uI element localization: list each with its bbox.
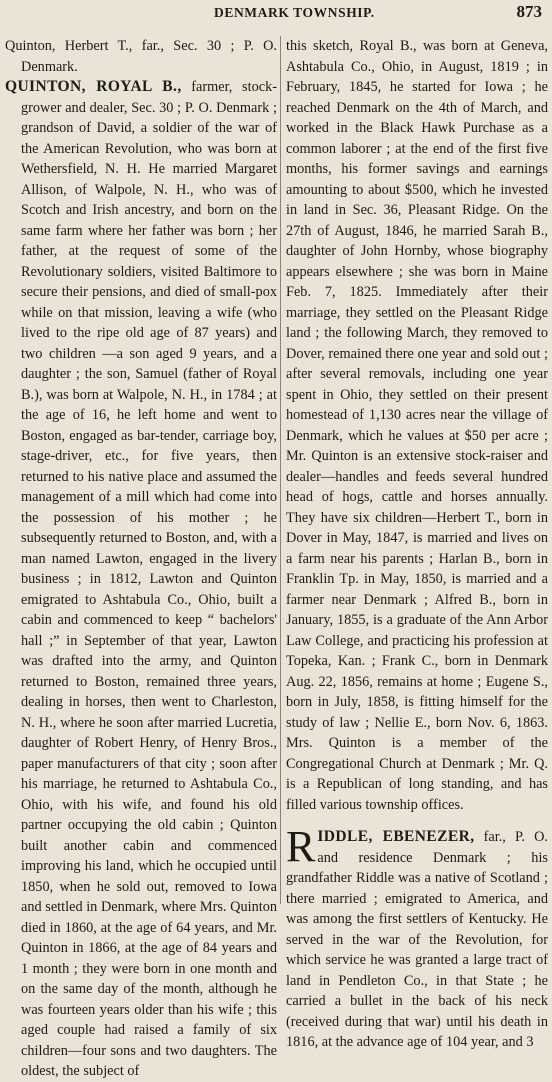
entry-name: IDDLE, EBENEZER,: [317, 828, 475, 845]
page-number: 873: [516, 2, 542, 21]
entry-continuation: [286, 36, 548, 815]
running-header: [0, 0, 552, 28]
entry-name: QUINTON, ROYAL B.,: [5, 78, 182, 95]
entry-quinton-herbert: [5, 36, 277, 77]
entry-text: farmer, stock-grower and dealer, Sec. 30 ; P. O. Denmark ; grandson of David, a soldier of the war of the American Revolution, who was born at Wethersfield, N. H. He married Margaret Allison, of Walpole, N. H., who was of Scotch and Irish ancestry, and born on the same farm where her father was born ; her father, at the request of some of the Revolutionary soldiers, visited Baltimore to secure their pensions, and died of small-pox while on that mission, leaving a wife (who lived to the ripe old age of 87 years) and two children —a son aged 9 years, and a daughter ; the son, Samuel (father of Royal B.), was born at Walpole, N. H., in 1784 ; at the age of 16, he left home and went to Boston, engaged as bar-tender, carriage boy, stage-driver, etc., for five years, then returned to his native place and assumed the management of a mill which had come into the possession of his mother ; he subsequently returned to Boston, and, with a man named Lawton, engaged in the livery business ; in 1812, Lawton and Quinton emigrated to Ashtabula Co., Ohio, built a cabin and commenced to keep “ bachelors' hall ;” in September of that year, Lawton was drafted into the army, and Quinton returned to Boston, remained three years, dealing in horses, then went to Charleston, N. H., where he soon after married Lucretia, daughter of Robert Henry, of Henry Bros., paper manufacturers of that city ; soon after his marriage, he returned to Ashtabula Co., Ohio, with his wife, and found his old partner occupying the old cabin ; Quinton built another cabin and commenced improving his land, which he occupied until 1850, when he sold out, removed to Iowa and settled in Denmark, where Mrs. Quinton died in 1860, at the age of 64 years, and Mr. Quinton in 1866, at the age of 84 years and 1 month ; they were born in one month and on the same day of the month, although he was fourteen years older than his wife ; this aged couple had raised a family of six children—four sons and two daughters. The oldest, the subject of: [21, 79, 277, 1079]
drop-cap: R: [286, 822, 316, 871]
continuation-text: this sketch, Royal B., was born at Geneva, Ashtabula Co., Ohio, in August, 1819 ; in February, 1845, he started for Iowa ; he reached Denmark on the 4th of March, and worked in the Black Hawk Purchase as a common laborer ; at the end of the first five months, his former savings and earnings amounting to about $500, which he invested in land in Sec. 36, Pleasant Ridge. On the 27th of August, 1846, he married Sarah B., daughter of John Hornby, whose biography appears elsewhere ; she was born in Maine Feb. 7, 1825. Immediately after their marriage, they settled on the Pleasant Ridge land ; the following March, they removed to Dover, remained there one year and sold out ; after several removals, including one year spent in Ohio, they settled on their present homestead of 1,130 acres near the village of Denmark, which he values at $50 per acre ; Mr. Quinton is an extensive stock-raiser and dealer—handles and feeds several hundred head of hogs, cattle and horses annually. They have six children—Herbert T., born in Dover in May, 1847, is married and lives on a farm near his parents ; Harlan B., born in Franklin Tp. in May, 1850, is married and a farmer near Denmark ; Alfred B., born in January, 1855, is a graduate of the Ann Arbor Law College, and practicing his profession at Topeka, Kan. ; Frank C., born in Denmark Aug. 22, 1856, remains at home ; Eugene S., born in July, 1858, is fitting himself for the study of law ; Nellie E., born Nov. 6, 1863. Mrs. Quinton is a member of the Congregational Church at Denmark ; Mr. Q. is a Republican of long standing, and has filled various township offices.: [286, 38, 548, 813]
entry-text: far., P. O. and residence Denmark ; his grandfather Riddle was a native of Scotland ; there married ; emigrated to America, and was among the first settlers of Kentucky. He served in the war of the Revolution, for which service he was granted a large tract of land in Pendleton Co., in that State ; he carried a bullet in the back of his neck (received during that war) until his death in 1816, at the advance age of 104 year, and 3: [286, 829, 549, 1050]
entry-text: Quinton, Herbert T., far., Sec. 30 ; P. O. Denmark.: [5, 38, 277, 75]
entry-quinton-royal: [5, 77, 277, 1082]
entry-riddle-ebenezer: [286, 822, 549, 1053]
column-divider: [280, 36, 281, 904]
header-title: DENMARK TOWNSHIP.: [214, 5, 375, 20]
right-column: [286, 36, 548, 1053]
left-column: [5, 36, 277, 1082]
